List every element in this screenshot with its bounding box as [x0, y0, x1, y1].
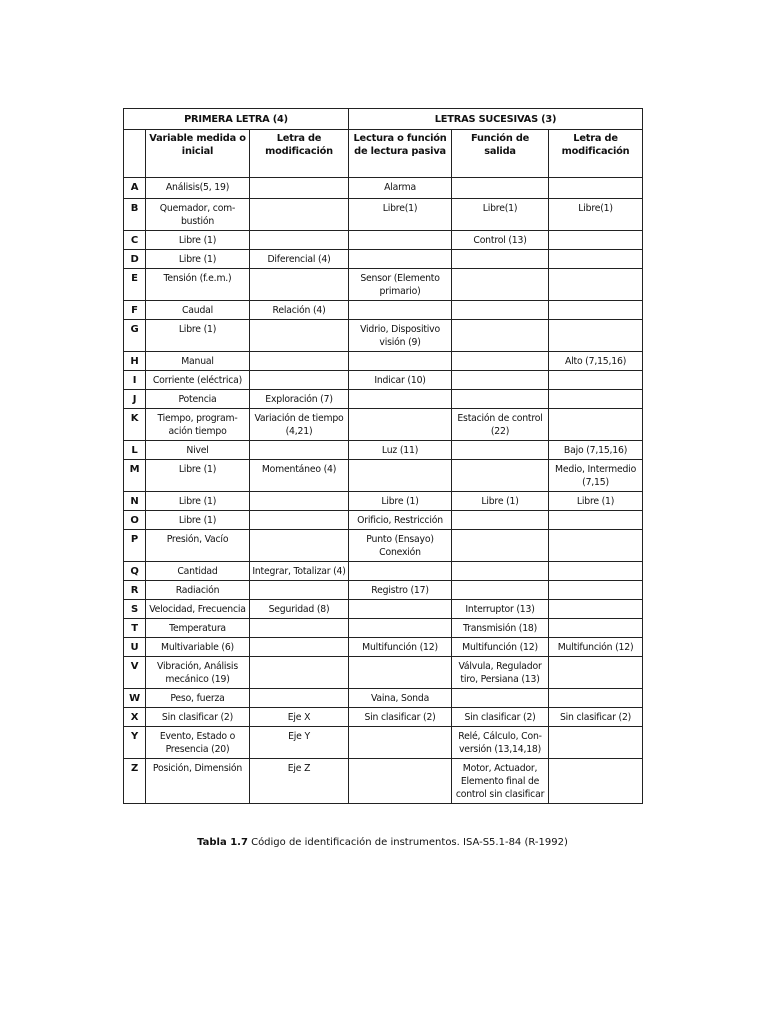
- group-header-row: [124, 109, 643, 130]
- table-row: [124, 390, 643, 409]
- table-row: [124, 689, 643, 708]
- table-row: [124, 638, 643, 657]
- cell-variable-medida: Peso, fuerza: [146, 689, 250, 708]
- cell-letra-modificacion-2: [549, 390, 643, 409]
- row-letter: D: [124, 250, 146, 269]
- cell-variable-medida: Manual: [146, 352, 250, 371]
- table-body: [124, 178, 643, 804]
- cell-letra-modificacion-2: Libre(1): [549, 199, 643, 231]
- cell-letra-modificacion-2: [549, 371, 643, 390]
- cell-lectura: [349, 600, 452, 619]
- cell-variable-medida: Cantidad: [146, 562, 250, 581]
- row-letter: B: [124, 199, 146, 231]
- cell-lectura: [349, 390, 452, 409]
- cell-funcion-salida: Libre(1): [452, 199, 549, 231]
- cell-letra-modificacion-2: [549, 619, 643, 638]
- cell-letra-modificacion-1: Variación de tiempo (4,21): [250, 409, 349, 441]
- row-letter: E: [124, 269, 146, 301]
- table-row: [124, 530, 643, 562]
- cell-funcion-salida: [452, 581, 549, 600]
- table-row: [124, 511, 643, 530]
- row-letter: T: [124, 619, 146, 638]
- row-letter: O: [124, 511, 146, 530]
- row-letter: G: [124, 320, 146, 352]
- cell-variable-medida: Velocidad, Frecuencia: [146, 600, 250, 619]
- cell-letra-modificacion-1: [250, 530, 349, 562]
- cell-letra-modificacion-1: [250, 511, 349, 530]
- cell-lectura: [349, 352, 452, 371]
- row-letter: H: [124, 352, 146, 371]
- cell-funcion-salida: Control (13): [452, 231, 549, 250]
- cell-funcion-salida: [452, 352, 549, 371]
- cell-lectura: Sin clasificar (2): [349, 708, 452, 727]
- cell-funcion-salida: Motor, Actuador, Elemento final de control sin clasificar: [452, 759, 549, 804]
- table-row: [124, 441, 643, 460]
- cell-letra-modificacion-2: Bajo (7,15,16): [549, 441, 643, 460]
- cell-lectura: [349, 231, 452, 250]
- cell-letra-modificacion-2: Multifunción (12): [549, 638, 643, 657]
- cell-letra-modificacion-2: [549, 530, 643, 562]
- cell-funcion-salida: [452, 390, 549, 409]
- cell-lectura: [349, 301, 452, 320]
- cell-variable-medida: Sin clasificar (2): [146, 708, 250, 727]
- cell-letra-modificacion-2: [549, 581, 643, 600]
- cell-letra-modificacion-1: Exploración (7): [250, 390, 349, 409]
- row-letter: R: [124, 581, 146, 600]
- cell-variable-medida: Multivariable (6): [146, 638, 250, 657]
- cell-funcion-salida: [452, 301, 549, 320]
- table-row: [124, 657, 643, 689]
- table-row: [124, 320, 643, 352]
- row-letter: U: [124, 638, 146, 657]
- cell-funcion-salida: Transmisión (18): [452, 619, 549, 638]
- cell-lectura: [349, 619, 452, 638]
- column-header-letra-modificacion-2: Letra de modificación: [549, 130, 643, 178]
- column-header-lectura: Lectura o función de lectura pasiva: [349, 130, 452, 178]
- cell-letra-modificacion-2: Sin clasificar (2): [549, 708, 643, 727]
- cell-lectura: Vaina, Sonda: [349, 689, 452, 708]
- cell-funcion-salida: [452, 441, 549, 460]
- cell-variable-medida: Libre (1): [146, 460, 250, 492]
- cell-letra-modificacion-1: [250, 199, 349, 231]
- row-letter: K: [124, 409, 146, 441]
- cell-funcion-salida: Libre (1): [452, 492, 549, 511]
- instrument-code-table: [123, 108, 643, 804]
- cell-letra-modificacion-1: [250, 352, 349, 371]
- column-header-row: [124, 130, 643, 178]
- group-header-letras-sucesivas: LETRAS SUCESIVAS (3): [349, 109, 643, 130]
- cell-letra-modificacion-2: [549, 409, 643, 441]
- cell-lectura: Libre(1): [349, 199, 452, 231]
- cell-variable-medida: Vibración, Análisis mecánico (19): [146, 657, 250, 689]
- cell-funcion-salida: [452, 460, 549, 492]
- cell-funcion-salida: Estación de control (22): [452, 409, 549, 441]
- cell-variable-medida: Radiación: [146, 581, 250, 600]
- cell-variable-medida: Libre (1): [146, 511, 250, 530]
- cell-letra-modificacion-1: Integrar, Totalizar (4): [250, 562, 349, 581]
- cell-letra-modificacion-2: [549, 250, 643, 269]
- table-row: [124, 600, 643, 619]
- cell-letra-modificacion-1: [250, 320, 349, 352]
- cell-variable-medida: Caudal: [146, 301, 250, 320]
- cell-funcion-salida: [452, 371, 549, 390]
- cell-funcion-salida: [452, 269, 549, 301]
- cell-letra-modificacion-1: [250, 657, 349, 689]
- cell-lectura: Orificio, Restricción: [349, 511, 452, 530]
- row-letter: P: [124, 530, 146, 562]
- cell-variable-medida: Análisis(5, 19): [146, 178, 250, 199]
- cell-letra-modificacion-2: [549, 231, 643, 250]
- row-letter: F: [124, 301, 146, 320]
- cell-letra-modificacion-1: [250, 689, 349, 708]
- table-row: [124, 460, 643, 492]
- cell-letra-modificacion-1: [250, 231, 349, 250]
- cell-letra-modificacion-1: Eje Y: [250, 727, 349, 759]
- cell-funcion-salida: Válvula, Regulador tiro, Persiana (13): [452, 657, 549, 689]
- column-header-letter: [124, 130, 146, 178]
- table-row: [124, 562, 643, 581]
- cell-funcion-salida: Interruptor (13): [452, 600, 549, 619]
- cell-letra-modificacion-1: [250, 581, 349, 600]
- table-row: [124, 178, 643, 199]
- table-row: [124, 301, 643, 320]
- cell-lectura: [349, 250, 452, 269]
- cell-lectura: [349, 460, 452, 492]
- cell-lectura: [349, 657, 452, 689]
- row-letter: J: [124, 390, 146, 409]
- cell-lectura: Vidrio, Dispositivo visión (9): [349, 320, 452, 352]
- cell-funcion-salida: Multifunción (12): [452, 638, 549, 657]
- cell-variable-medida: Nivel: [146, 441, 250, 460]
- cell-letra-modificacion-2: Medio, Intermedio (7,15): [549, 460, 643, 492]
- cell-lectura: [349, 759, 452, 804]
- caption-label: Tabla 1.7: [197, 837, 248, 848]
- cell-letra-modificacion-2: [549, 657, 643, 689]
- table-row: [124, 581, 643, 600]
- row-letter: V: [124, 657, 146, 689]
- table-row: [124, 409, 643, 441]
- table-row: [124, 371, 643, 390]
- cell-lectura: Sensor (Elemento primario): [349, 269, 452, 301]
- group-header-primera-letra: PRIMERA LETRA (4): [124, 109, 349, 130]
- cell-variable-medida: Temperatura: [146, 619, 250, 638]
- row-letter: L: [124, 441, 146, 460]
- cell-letra-modificacion-2: [549, 759, 643, 804]
- cell-letra-modificacion-1: [250, 371, 349, 390]
- cell-letra-modificacion-1: [250, 178, 349, 199]
- row-letter: C: [124, 231, 146, 250]
- cell-letra-modificacion-1: [250, 441, 349, 460]
- table-row: [124, 619, 643, 638]
- table-row: [124, 759, 643, 804]
- row-letter: S: [124, 600, 146, 619]
- cell-funcion-salida: [452, 178, 549, 199]
- cell-letra-modificacion-2: [549, 511, 643, 530]
- cell-funcion-salida: Sin clasificar (2): [452, 708, 549, 727]
- cell-funcion-salida: [452, 320, 549, 352]
- cell-letra-modificacion-1: Eje X: [250, 708, 349, 727]
- table-row: [124, 727, 643, 759]
- cell-variable-medida: Tensión (f.e.m.): [146, 269, 250, 301]
- row-letter: M: [124, 460, 146, 492]
- cell-funcion-salida: [452, 511, 549, 530]
- column-header-funcion-salida: Función de salida: [452, 130, 549, 178]
- table-row: [124, 708, 643, 727]
- cell-letra-modificacion-1: Momentáneo (4): [250, 460, 349, 492]
- table-row: [124, 352, 643, 371]
- table-row: [124, 492, 643, 511]
- cell-variable-medida: Libre (1): [146, 492, 250, 511]
- cell-lectura: [349, 562, 452, 581]
- caption-text: Código de identificación de instrumentos. ISA-S5.1-84 (R-1992): [247, 837, 568, 848]
- row-letter: Z: [124, 759, 146, 804]
- cell-letra-modificacion-2: [549, 600, 643, 619]
- row-letter: A: [124, 178, 146, 199]
- cell-letra-modificacion-2: Alto (7,15,16): [549, 352, 643, 371]
- cell-variable-medida: Libre (1): [146, 250, 250, 269]
- cell-funcion-salida: [452, 689, 549, 708]
- cell-funcion-salida: [452, 530, 549, 562]
- cell-lectura: [349, 409, 452, 441]
- row-letter: Q: [124, 562, 146, 581]
- cell-variable-medida: Libre (1): [146, 231, 250, 250]
- column-header-letra-modificacion-1: Letra de modificación: [250, 130, 349, 178]
- row-letter: N: [124, 492, 146, 511]
- table-row: [124, 231, 643, 250]
- cell-letra-modificacion-2: [549, 689, 643, 708]
- cell-funcion-salida: [452, 250, 549, 269]
- cell-lectura: Punto (Ensayo) Conexión: [349, 530, 452, 562]
- cell-variable-medida: Quemador, com-bustión: [146, 199, 250, 231]
- cell-lectura: Luz (11): [349, 441, 452, 460]
- cell-variable-medida: Potencia: [146, 390, 250, 409]
- cell-lectura: Libre (1): [349, 492, 452, 511]
- cell-letra-modificacion-1: Seguridad (8): [250, 600, 349, 619]
- cell-variable-medida: Tiempo, program-ación tiempo: [146, 409, 250, 441]
- cell-lectura: Alarma: [349, 178, 452, 199]
- cell-letra-modificacion-1: Diferencial (4): [250, 250, 349, 269]
- table-row: [124, 250, 643, 269]
- cell-funcion-salida: [452, 562, 549, 581]
- cell-lectura: Registro (17): [349, 581, 452, 600]
- row-letter: I: [124, 371, 146, 390]
- row-letter: W: [124, 689, 146, 708]
- cell-variable-medida: Presión, Vacío: [146, 530, 250, 562]
- cell-lectura: Multifunción (12): [349, 638, 452, 657]
- cell-letra-modificacion-2: [549, 301, 643, 320]
- cell-letra-modificacion-2: [549, 320, 643, 352]
- table-row: [124, 199, 643, 231]
- cell-lectura: [349, 727, 452, 759]
- cell-letra-modificacion-1: [250, 269, 349, 301]
- column-header-variable-medida: Variable medida o inicial: [146, 130, 250, 178]
- table-caption: [123, 837, 642, 848]
- cell-letra-modificacion-1: Relación (4): [250, 301, 349, 320]
- cell-letra-modificacion-2: [549, 269, 643, 301]
- row-letter: Y: [124, 727, 146, 759]
- cell-letra-modificacion-1: Eje Z: [250, 759, 349, 804]
- cell-variable-medida: Corriente (eléctrica): [146, 371, 250, 390]
- cell-funcion-salida: Relé, Cálculo, Con-versión (13,14,18): [452, 727, 549, 759]
- cell-variable-medida: Libre (1): [146, 320, 250, 352]
- cell-letra-modificacion-2: [549, 178, 643, 199]
- cell-letra-modificacion-1: [250, 638, 349, 657]
- cell-letra-modificacion-1: [250, 492, 349, 511]
- table-row: [124, 269, 643, 301]
- cell-lectura: Indicar (10): [349, 371, 452, 390]
- cell-letra-modificacion-2: [549, 562, 643, 581]
- cell-variable-medida: Posición, Dimensión: [146, 759, 250, 804]
- cell-letra-modificacion-2: [549, 727, 643, 759]
- cell-variable-medida: Evento, Estado o Presencia (20): [146, 727, 250, 759]
- row-letter: X: [124, 708, 146, 727]
- cell-letra-modificacion-1: [250, 619, 349, 638]
- cell-letra-modificacion-2: Libre (1): [549, 492, 643, 511]
